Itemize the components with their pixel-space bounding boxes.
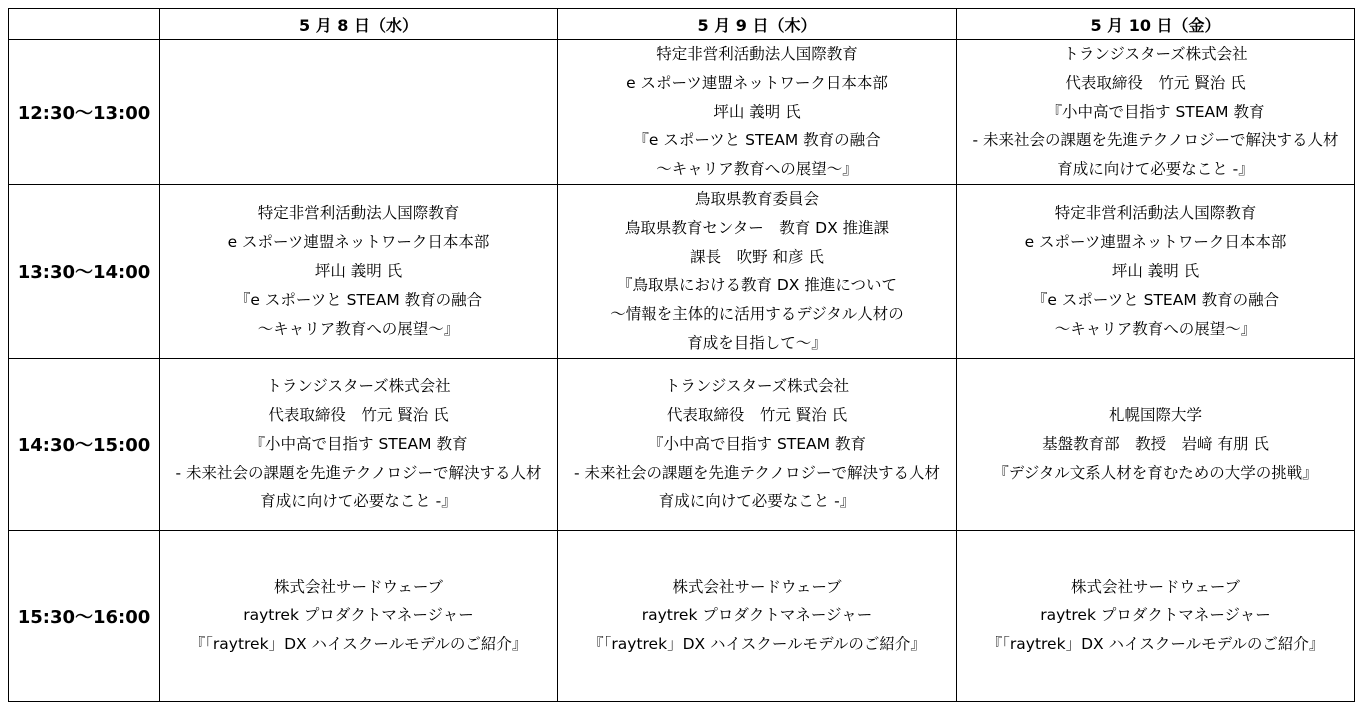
session-line: 鳥取県教育委員会 <box>694 189 819 208</box>
table-row <box>9 358 1355 530</box>
session-line: 『小中高で目指す STEAM 教育 <box>1046 102 1265 121</box>
session-cell-thu <box>558 40 957 185</box>
session-line: raytrek プロダクトマネージャー <box>243 606 474 625</box>
session-line: 代表取締役 竹元 賢治 氏 <box>666 406 848 425</box>
session-cell-thu <box>558 358 957 530</box>
table-row <box>9 184 1355 358</box>
session-line: 『「raytrek」DX ハイスクールモデルのご紹介』 <box>588 635 926 654</box>
session-cell-wed <box>160 184 558 358</box>
session-line: 特定非営利活動法人国際教育 <box>656 45 858 63</box>
session-line: トランジスターズ株式会社 <box>1063 45 1248 63</box>
session-line: 〜情報を主体的に活用するデジタル人材の <box>610 305 904 324</box>
day-header-thu: 5 月 9 日（木） <box>558 9 957 40</box>
table-row <box>9 40 1355 185</box>
session-cell-wed <box>160 40 558 185</box>
session-cell-wed <box>160 530 558 701</box>
session-line: e スポーツ連盟ネットワーク日本本部 <box>1024 233 1287 252</box>
session-line: 代表取締役 竹元 賢治 氏 <box>1065 73 1246 92</box>
session-line: 〜キャリア教育への展望〜』 <box>1054 319 1257 338</box>
session-line: 代表取締役 竹元 賢治 氏 <box>268 406 449 425</box>
session-line: トランジスターズ株式会社 <box>266 377 451 396</box>
session-line: 『e スポーツと STEAM 教育の融合 <box>633 131 881 150</box>
session-cell-thu <box>558 530 957 701</box>
session-line: 育成に向けて必要なこと -』 <box>1057 160 1254 179</box>
session-cell-fri <box>957 358 1355 530</box>
session-line: raytrek プロダクトマネージャー <box>641 606 873 625</box>
session-line: 特定非営利活動法人国際教育 <box>257 204 460 223</box>
session-line: 育成に向けて必要なこと -』 <box>658 492 856 511</box>
session-line: 『小中高で目指す STEAM 教育 <box>249 434 468 453</box>
session-line: 坪山 義明 氏 <box>1111 261 1200 280</box>
session-line: 『e スポーツと STEAM 教育の融合 <box>234 290 483 309</box>
session-cell-wed <box>160 358 558 530</box>
session-line: トランジスターズ株式会社 <box>664 377 850 396</box>
session-line: 株式会社サードウェーブ <box>672 577 842 596</box>
session-cell-fri <box>957 40 1355 185</box>
time-slot: 15:30〜16:00 <box>9 530 160 701</box>
session-line: - 未来社会の課題を先進テクノロジーで解決する人材 <box>972 131 1339 150</box>
time-slot: 12:30〜13:00 <box>9 40 160 185</box>
session-line: 株式会社サードウェーブ <box>273 577 444 596</box>
header-row <box>9 9 1355 40</box>
session-line: 『「raytrek」DX ハイスクールモデルのご紹介』 <box>189 635 528 654</box>
session-cell-thu <box>558 184 957 358</box>
session-line: 課長 吹野 和彦 氏 <box>690 247 824 266</box>
session-line: 〜キャリア教育への展望〜』 <box>656 160 858 179</box>
session-line: 基盤教育部 教授 岩﨑 有朋 氏 <box>1042 434 1269 453</box>
session-line: raytrek プロダクトマネージャー <box>1040 606 1271 625</box>
session-line: e スポーツ連盟ネットワーク日本本部 <box>626 73 888 92</box>
session-line: 育成に向けて必要なこと -』 <box>260 492 457 511</box>
session-line: 特定非営利活動法人国際教育 <box>1054 204 1257 223</box>
corner-cell <box>9 9 160 40</box>
schedule-table <box>8 8 1355 702</box>
table-row <box>9 530 1355 701</box>
session-line: 札幌国際大学 <box>1108 406 1202 425</box>
session-line: 株式会社サードウェーブ <box>1070 577 1241 596</box>
session-line: 『鳥取県における教育 DX 推進について <box>616 276 898 295</box>
session-line: 『e スポーツと STEAM 教育の融合 <box>1031 290 1280 309</box>
session-line: e スポーツ連盟ネットワーク日本本部 <box>227 233 490 252</box>
session-line: - 未来社会の課題を先進テクノロジーで解決する人材 <box>175 463 542 482</box>
session-line: - 未来社会の課題を先進テクノロジーで解決する人材 <box>573 463 941 482</box>
session-cell-fri <box>957 184 1355 358</box>
session-cell-fri <box>957 530 1355 701</box>
session-line: 『「raytrek」DX ハイスクールモデルのご紹介』 <box>986 635 1325 654</box>
time-slot: 14:30〜15:00 <box>9 358 160 530</box>
session-line: 坪山 義明 氏 <box>713 102 801 121</box>
session-line: 育成を目指して〜』 <box>687 333 827 352</box>
session-line: 坪山 義明 氏 <box>314 261 403 280</box>
session-line: 〜キャリア教育への展望〜』 <box>257 319 460 338</box>
day-header-wed: 5 月 8 日（水） <box>160 9 558 40</box>
session-line: 『デジタル文系人材を育むための大学の挑戦』 <box>993 463 1318 482</box>
session-line: 『小中高で目指す STEAM 教育 <box>648 434 866 453</box>
time-slot: 13:30〜14:00 <box>9 184 160 358</box>
session-line: 鳥取県教育センター 教育 DX 推進課 <box>624 218 890 237</box>
day-header-fri: 5 月 10 日（金） <box>957 9 1355 40</box>
